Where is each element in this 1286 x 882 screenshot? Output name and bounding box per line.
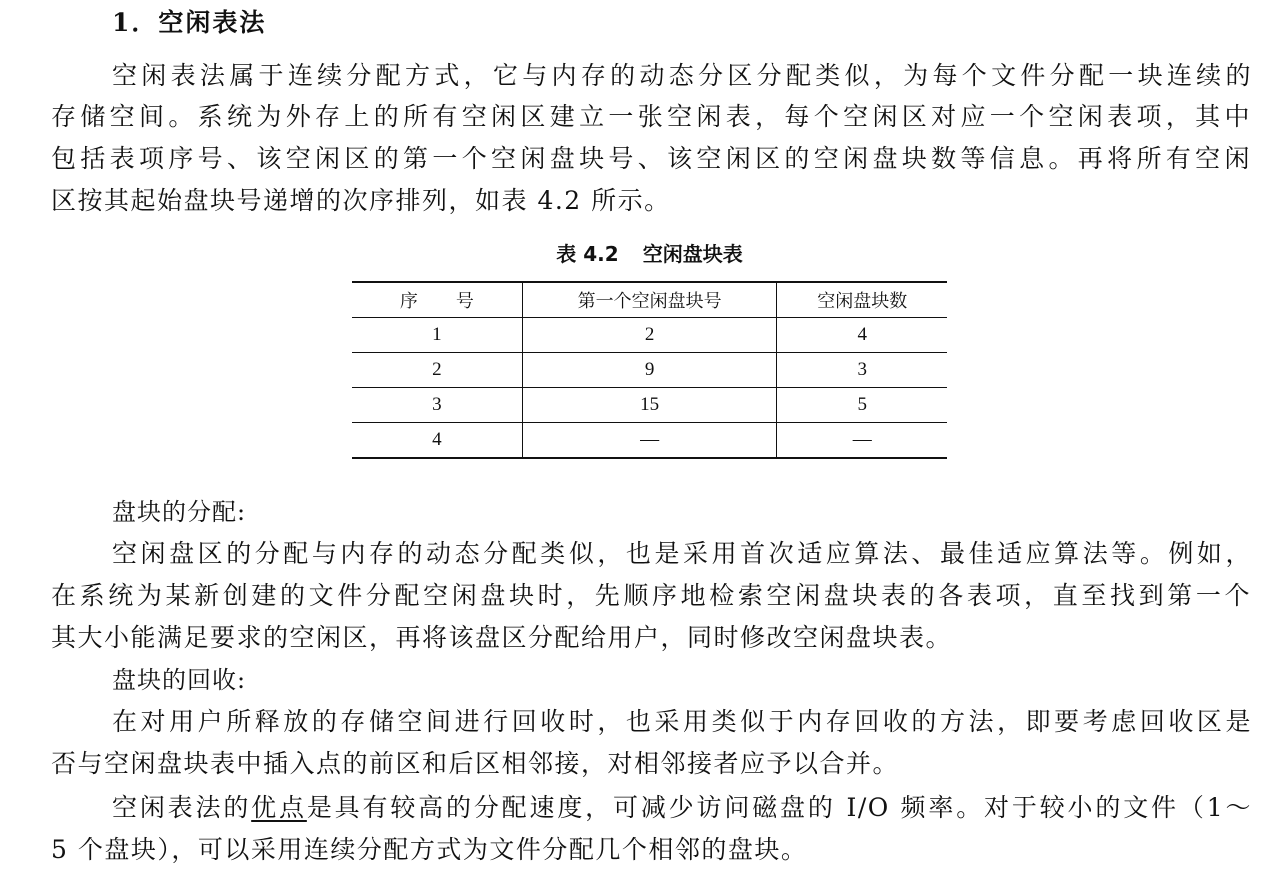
table-header-row: [352, 282, 947, 318]
allocation-subheading: 盘块的分配:: [112, 498, 247, 526]
cell-index: 4: [352, 423, 522, 459]
advantage-line-rest: 是具有较高的分配速度，可减少访问磁盘的 I/O 频率。对于较小的文件（1～: [306, 793, 1252, 822]
cell-block-count: 5: [777, 388, 947, 423]
cell-index: 2: [352, 353, 522, 388]
intro-paragraph-line: 存储空间。系统为外存上的所有空闲区建立一张空闲表，每个空闲区对应一个空闲表项，其中: [51, 102, 1251, 131]
advantage-paragraph-line: [112, 792, 1252, 824]
recycle-paragraph-line: 在对用户所释放的存储空间进行回收时，也采用类似于内存回收的方法，即要考虑回收区是: [112, 707, 1252, 736]
allocation-paragraph-line: 在系统为某新创建的文件分配空闲盘块时，先顺序地检索空闲盘块表的各表项，直至找到第一个: [51, 581, 1251, 610]
table-row: [352, 318, 947, 353]
table-row: [352, 423, 947, 459]
column-header-index: 序号: [352, 282, 522, 318]
table-caption: [352, 238, 947, 270]
cell-block-count: 3: [777, 353, 947, 388]
advantage-keyword: 优点: [251, 793, 307, 822]
free-block-table: [352, 281, 947, 459]
intro-paragraph-line: 区按其起始盘块号递增的次序排列，如表 4.2 所示。: [51, 186, 671, 215]
advantage-prefix: 空闲表法的: [112, 793, 252, 822]
advantage-paragraph-line: 5 个盘块），可以采用连续分配方式为文件分配几个相邻的盘块。: [51, 835, 808, 864]
cell-first-block: —: [522, 423, 777, 459]
cell-first-block: 2: [522, 318, 777, 353]
allocation-paragraph-line: 其大小能满足要求的空闲区，再将该盘区分配给用户，同时修改空闲盘块表。: [51, 623, 953, 652]
table-caption-number: 表 4.2: [556, 242, 619, 266]
intro-paragraph-line: 空闲表法属于连续分配方式，它与内存的动态分区分配类似，为每个文件分配一块连续的: [112, 61, 1252, 90]
column-header-first-block: 第一个空闲盘块号: [522, 282, 777, 318]
section-heading: 1．空闲表法: [112, 8, 267, 37]
cell-index: 1: [352, 318, 522, 353]
table-row: [352, 388, 947, 423]
column-header-block-count: 空闲盘块数: [777, 282, 947, 318]
cell-index: 3: [352, 388, 522, 423]
cell-first-block: 9: [522, 353, 777, 388]
cell-first-block: 15: [522, 388, 777, 423]
table-caption-title: 空闲盘块表: [642, 242, 743, 266]
cell-block-count: —: [777, 423, 947, 459]
recycle-subheading: 盘块的回收:: [112, 666, 247, 694]
table-row: [352, 353, 947, 388]
recycle-paragraph-line: 否与空闲盘块表中插入点的前区和后区相邻接，对相邻接者应予以合并。: [51, 749, 900, 778]
intro-paragraph-line: 包括表项序号、该空闲区的第一个空闲盘块号、该空闲区的空闲盘块数等信息。再将所有空闲: [51, 144, 1251, 173]
cell-block-count: 4: [777, 318, 947, 353]
allocation-paragraph-line: 空闲盘区的分配与内存的动态分配类似，也是采用首次适应算法、最佳适应算法等。例如，: [112, 539, 1252, 568]
